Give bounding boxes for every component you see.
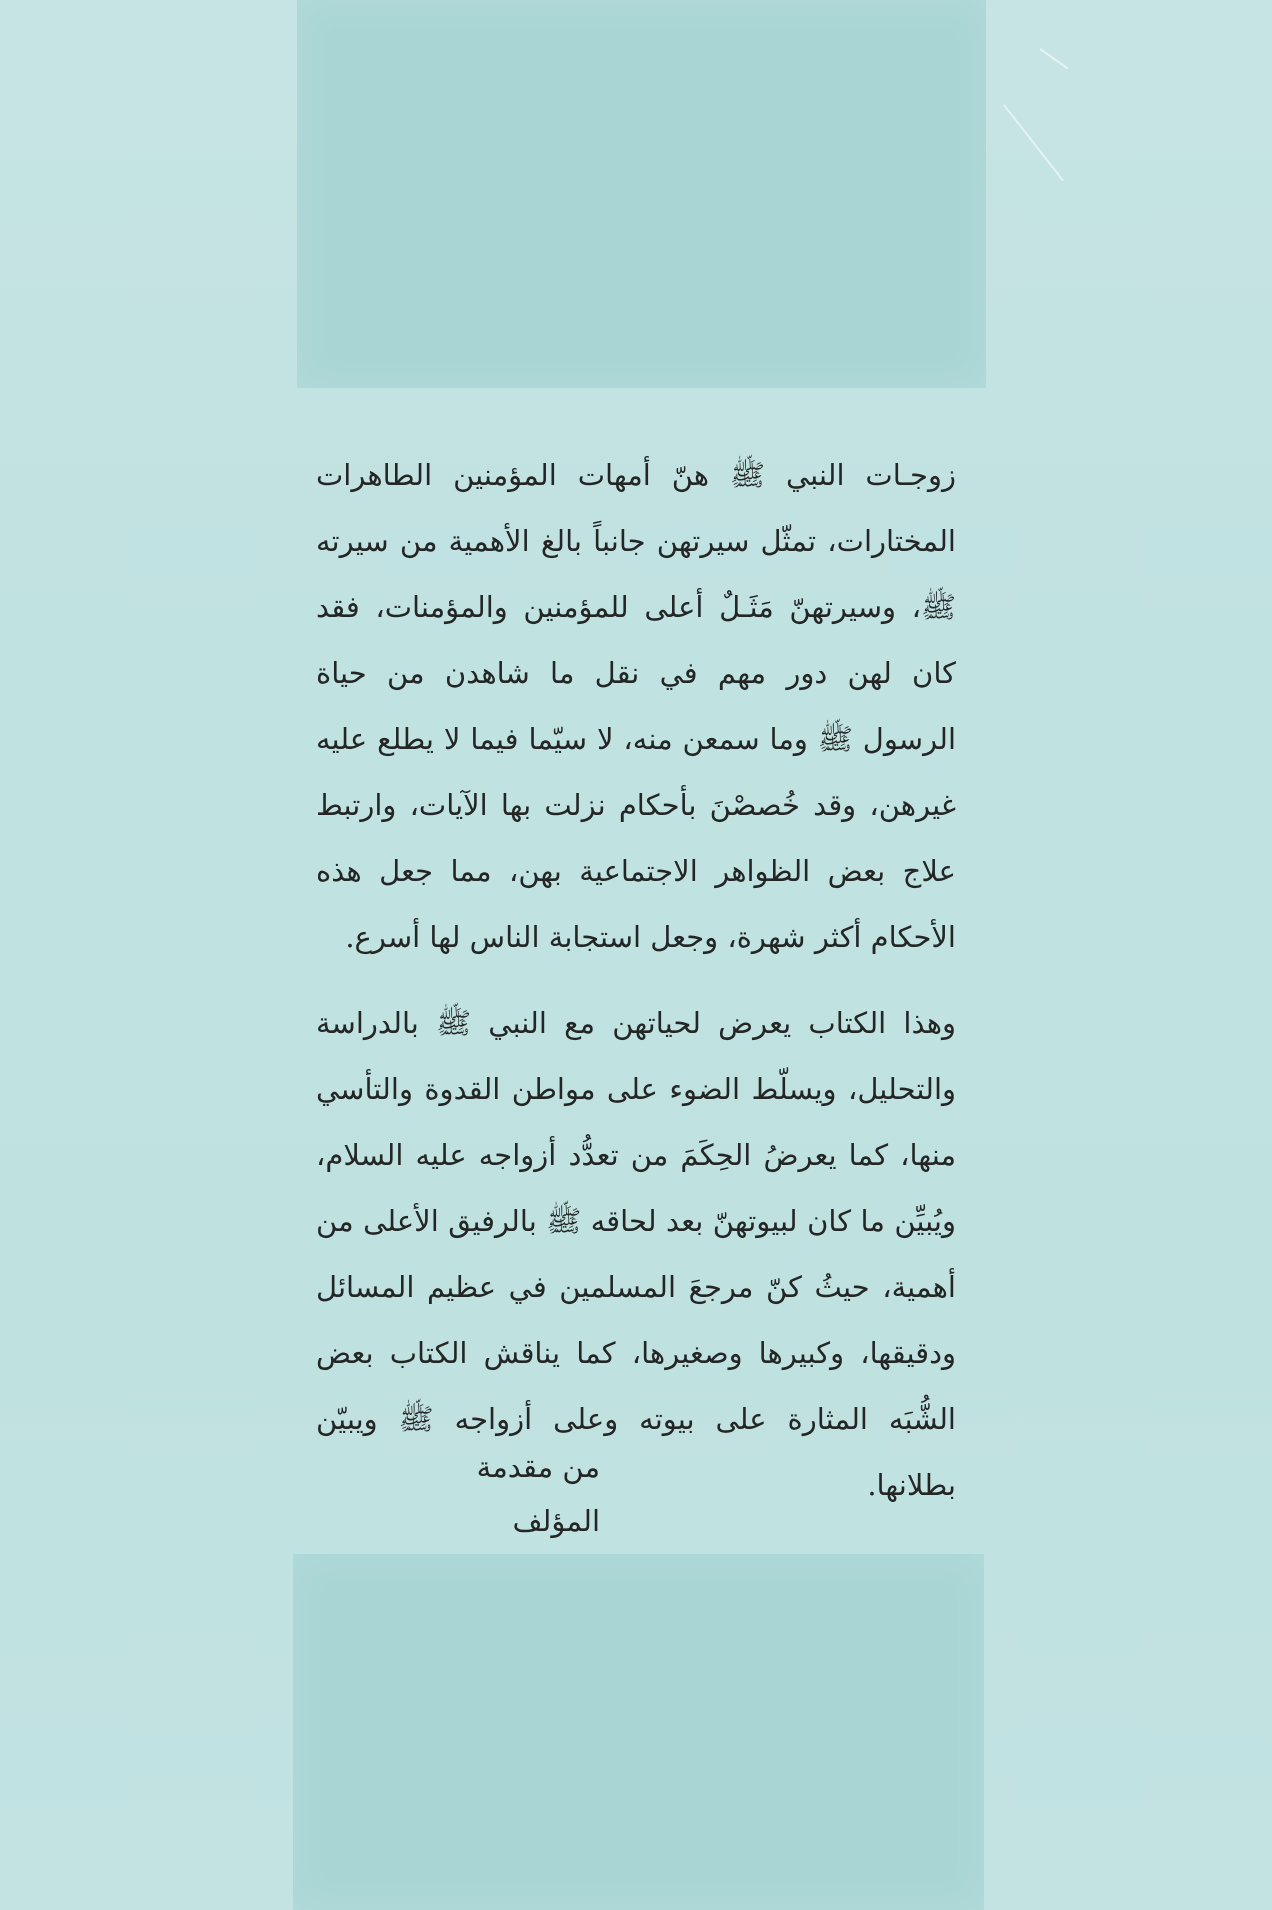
blurb-paragraph-1: زوجـات النبي ﷺ هنّ أمهات المؤمنين الطاهرات المختارات، تمثّل سيرتهن جانباً بالغ الأهمية من سيرته ﷺ، وسيرتهنّ مَثَـلٌ أعلى للمؤمنين والمؤمنات، فقد كان لهن دور مهم في نقل ما شاهدن من حياة الرسول ﷺ وما سمعن منه، لا سيّما فيما لا يطلع عليه غيرهن، وقد خُصصْنَ بأحكام نزلت بها الآيات، وارتبط علاج بعض الظواهر الاجتماعية بهن، مما جعل هذه الأحكام أكثر شهرة، وجعل استجابة الناس لها أسرع.	[316, 458, 956, 954]
blurb-text-block	[316, 442, 956, 1518]
surface-scratch	[1003, 104, 1064, 181]
author-preface-attribution: من مقدمة المؤلف	[476, 1450, 600, 1538]
blurb-paragraph-2: وهذا الكتاب يعرض لحياتهن مع النبي ﷺ بالدراسة والتحليل، ويسلّط الضوء على مواطن القدوة والتأسي منها، كما يعرضُ الحِكَمَ من تعدُّد أزواجه عليه السلام، ويُبيِّن ما كان لبيوتهنّ بعد لحاقه ﷺ بالرفيق الأعلى من أهمية، حيثُ كنّ مرجعَ المسلمين في عظيم المسائل ودقيقها، وكبيرها وصغيرها، كما يناقش الكتاب بعض الشُّبَه المثارة على بيوته وعلى أزواجه ﷺ ويبيّن بطلانها.	[316, 1006, 956, 1502]
top-decorative-band	[297, 0, 986, 388]
surface-scratch	[1039, 48, 1068, 69]
bottom-decorative-band	[293, 1554, 984, 1910]
